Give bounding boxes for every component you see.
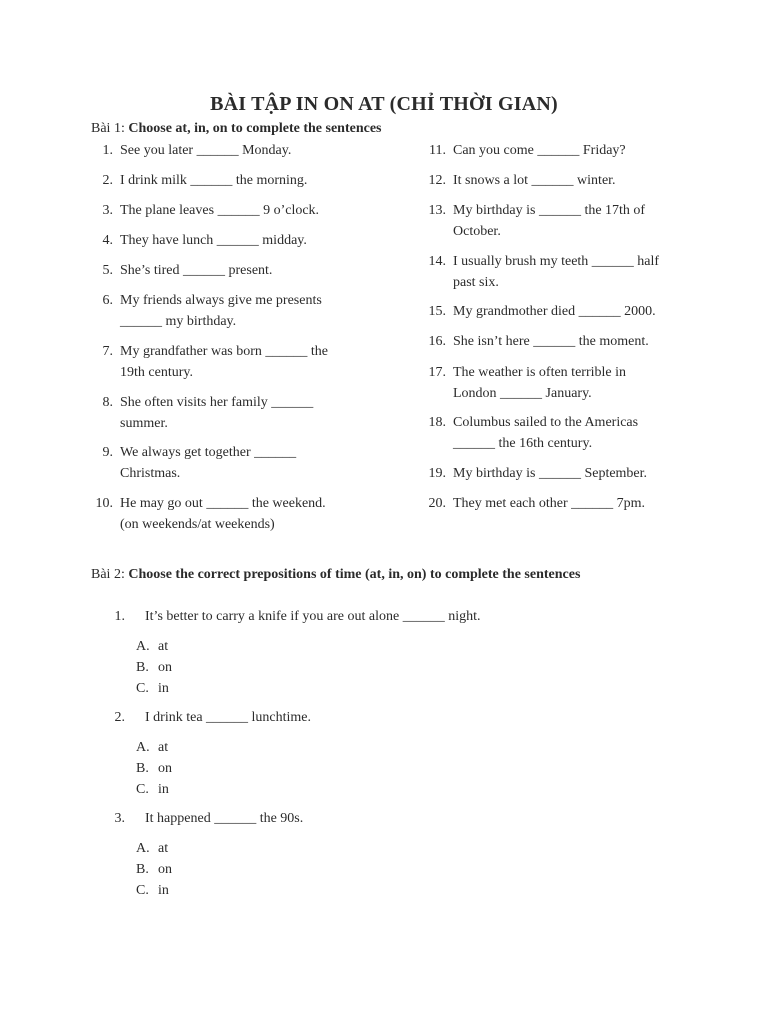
item-number: 7. [102,344,113,359]
option-text: on [158,660,172,675]
question-number: 2. [114,710,125,725]
option-letter: A. [136,841,150,856]
exercise-2-label: Bài 2: [91,567,125,582]
option-letter: C. [136,782,149,797]
option-letter: B. [136,862,149,877]
item-text: We always get together ______ Christmas. [120,445,297,481]
item-number: 17. [428,365,446,380]
item-text: She’s tired ______ present. [120,263,273,278]
exercise-2-instruction: Choose the correct prepositions of time (at, in, on) to complete the sentences [128,567,581,582]
item-number: 8. [102,395,113,410]
page-title: BÀI TẬP IN ON AT (CHỈ THỜI GIAN) [210,93,558,115]
item-number: 12. [428,173,446,188]
item-text: They met each other ______ 7pm. [453,496,646,511]
option-text: at [158,639,169,654]
item-number: 4. [102,233,113,248]
item-text: My birthday is ______ September. [453,466,648,481]
item-number: 13. [428,203,446,218]
exercise-1-heading [91,121,381,137]
option-text: in [158,782,169,797]
item-number: 19. [428,466,446,481]
question-text: I drink tea ______ lunchtime. [145,710,312,725]
item-text: My friends always give me presents ______ my birthday. [120,293,322,329]
question-number: 1. [114,609,125,624]
question-number: 3. [114,811,125,826]
item-text: Can you come ______ Friday? [453,143,626,158]
item-text: The plane leaves ______ 9 o’clock. [120,203,320,218]
item-number: 14. [428,254,446,269]
item-number: 18. [428,415,446,430]
option-text: in [158,681,169,696]
option-text: on [158,761,172,776]
item-number: 6. [102,293,113,308]
exercise-2-heading [91,567,580,583]
item-number: 2. [102,173,113,188]
item-text: My birthday is ______ the 17th of October. [453,203,646,239]
option-text: on [158,862,172,877]
item-text: My grandmother died ______ 2000. [453,304,656,319]
option-letter: B. [136,660,149,675]
item-text: My grandfather was born ______ the 19th century. [120,344,329,380]
item-text: She isn’t here ______ the moment. [453,334,649,349]
item-text: I drink milk ______ the morning. [120,173,308,188]
item-text: It snows a lot ______ winter. [453,173,616,188]
option-text: in [158,883,169,898]
item-text: She often visits her family ______ summer. [120,395,314,431]
item-number: 3. [102,203,113,218]
question-text: It happened ______ the 90s. [145,811,304,826]
item-text: The weather is often terrible in London ______ January. [453,365,626,401]
option-letter: C. [136,681,149,696]
item-number: 16. [428,334,446,349]
option-text: at [158,841,169,856]
exercise-1-label: Bài 1: [91,121,125,136]
option-letter: A. [136,639,150,654]
item-number: 15. [428,304,446,319]
item-text: Columbus sailed to the Americas ______ the 16th century. [453,415,639,451]
item-number: 1. [102,143,113,158]
option-letter: B. [136,761,149,776]
exercise-1-instruction: Choose at, in, on to complete the sentences [128,121,382,136]
item-text: See you later ______ Monday. [120,143,292,158]
item-text: They have lunch ______ midday. [120,233,307,248]
item-number: 20. [428,496,446,511]
option-letter: A. [136,740,150,755]
item-number: 9. [102,445,113,460]
option-letter: C. [136,883,149,898]
option-text: at [158,740,169,755]
item-number: 5. [102,263,113,278]
item-number: 10. [95,496,113,511]
item-text: He may go out ______ the weekend. (on weekends/at weekends) [120,496,326,532]
item-text: I usually brush my teeth ______ half past six. [453,254,660,290]
item-number: 11. [429,143,446,158]
question-text: It’s better to carry a knife if you are out alone ______ night. [145,609,481,624]
